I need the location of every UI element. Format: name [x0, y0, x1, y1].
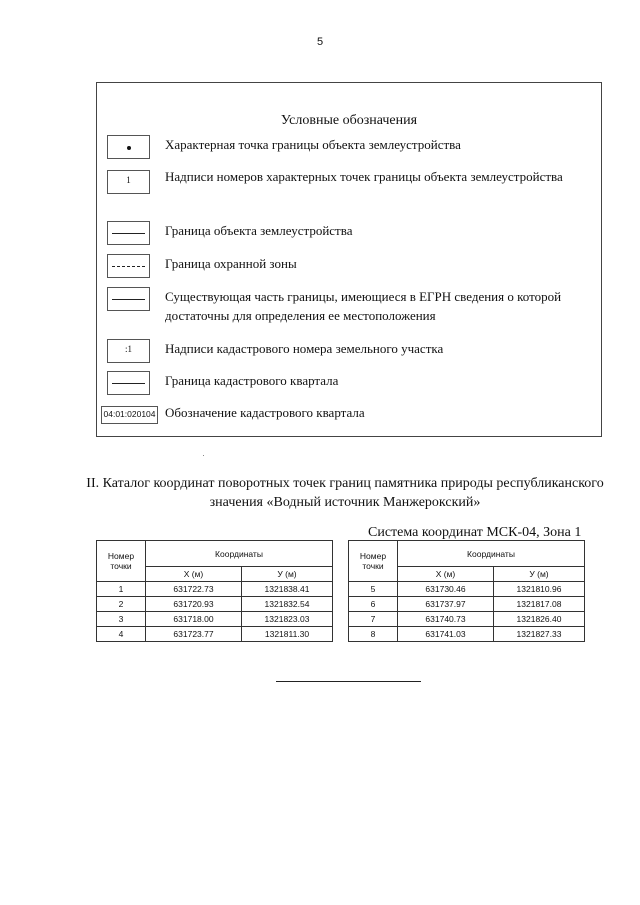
cell-n: 6: [349, 597, 398, 612]
cell-x: 631737.97: [398, 597, 494, 612]
page-number: 5: [316, 36, 324, 48]
table-row: [97, 582, 333, 597]
cell-y: 1321817.08: [494, 597, 585, 612]
boundary-line-symbol: [107, 221, 150, 245]
table-row: [97, 627, 333, 642]
cell-x: 631718.00: [146, 612, 242, 627]
header-x: Х (м): [146, 567, 242, 582]
legend-title: Условные обозначения: [280, 113, 418, 128]
legend-label: Граница кадастрового квартала: [165, 373, 339, 388]
cell-y: 1321838.41: [242, 582, 333, 597]
cell-y: 1321826.40: [494, 612, 585, 627]
cell-x: 631730.46: [398, 582, 494, 597]
coordinate-system: Система координат МСК-04, Зона 1: [368, 525, 582, 540]
table-row: [97, 597, 333, 612]
point-symbol: [107, 135, 150, 159]
cadastral-block-code-symbol: [101, 406, 158, 424]
cell-n: 8: [349, 627, 398, 642]
table-row: [349, 627, 585, 642]
coordinates-table-1: [96, 540, 333, 642]
cell-n: 7: [349, 612, 398, 627]
legend-label: Обозначение кадастрового квартала: [165, 405, 365, 420]
dot-icon: [127, 146, 131, 150]
cell-n: 4: [97, 627, 146, 642]
header-coordinates: Координаты: [146, 541, 333, 567]
solid-line-icon: [112, 299, 145, 300]
cadastral-block-boundary-symbol: [107, 371, 150, 395]
table-row: [349, 582, 585, 597]
table-row: [349, 612, 585, 627]
cell-y: 1321823.03: [242, 612, 333, 627]
cell-n: 3: [97, 612, 146, 627]
cell-n: 5: [349, 582, 398, 597]
legend-label: Характерная точка границы объекта землеустройства: [165, 137, 461, 152]
table-row: [349, 597, 585, 612]
cell-y: 1321827.33: [494, 627, 585, 642]
cadastral-number-symbol: [107, 339, 150, 363]
cell-y: 1321832.54: [242, 597, 333, 612]
solid-line-icon: [112, 383, 145, 384]
section-title: II. Каталог координат поворотных точек границ памятника природы республиканского значения «Водный источник Манжерокский»: [86, 476, 604, 510]
solid-line-icon: [112, 233, 145, 234]
header-point-number: Номер точки: [349, 541, 398, 582]
dashed-line-icon: [112, 266, 145, 267]
table-row: [97, 612, 333, 627]
scan-speck: [203, 455, 204, 456]
cell-n: 2: [97, 597, 146, 612]
cell-x: 631741.03: [398, 627, 494, 642]
header-y: У (м): [494, 567, 585, 582]
header-coordinates: Координаты: [398, 541, 585, 567]
header-point-number: Номер точки: [97, 541, 146, 582]
legend-box: [96, 82, 602, 437]
coordinates-table-2: [348, 540, 585, 642]
symbol-text: :1: [124, 344, 132, 354]
cell-x: 631740.73: [398, 612, 494, 627]
legend-label: Надписи номеров характерных точек границы объекта землеустройства: [165, 169, 563, 184]
symbol-text: 1: [126, 175, 131, 185]
existing-boundary-symbol: [107, 287, 150, 311]
cell-x: 631722.73: [146, 582, 242, 597]
legend-label: Существующая часть границы, имеющиеся в ЕГРН сведения о которой достаточны для определения ее местоположения: [165, 289, 562, 323]
cell-x: 631720.93: [146, 597, 242, 612]
header-x: Х (м): [398, 567, 494, 582]
closing-rule: [276, 681, 421, 682]
point-number-symbol: [107, 170, 150, 194]
cell-x: 631723.77: [146, 627, 242, 642]
protection-zone-symbol: [107, 254, 150, 278]
legend-label: Надписи кадастрового номера земельного участка: [165, 341, 444, 356]
legend-label: Граница объекта землеустройства: [165, 223, 353, 238]
cell-y: 1321811.30: [242, 627, 333, 642]
symbol-text: 04:01:020104: [103, 409, 156, 419]
cell-n: 1: [97, 582, 146, 597]
cell-y: 1321810.96: [494, 582, 585, 597]
header-y: У (м): [242, 567, 333, 582]
legend-label: Граница охранной зоны: [165, 256, 297, 271]
